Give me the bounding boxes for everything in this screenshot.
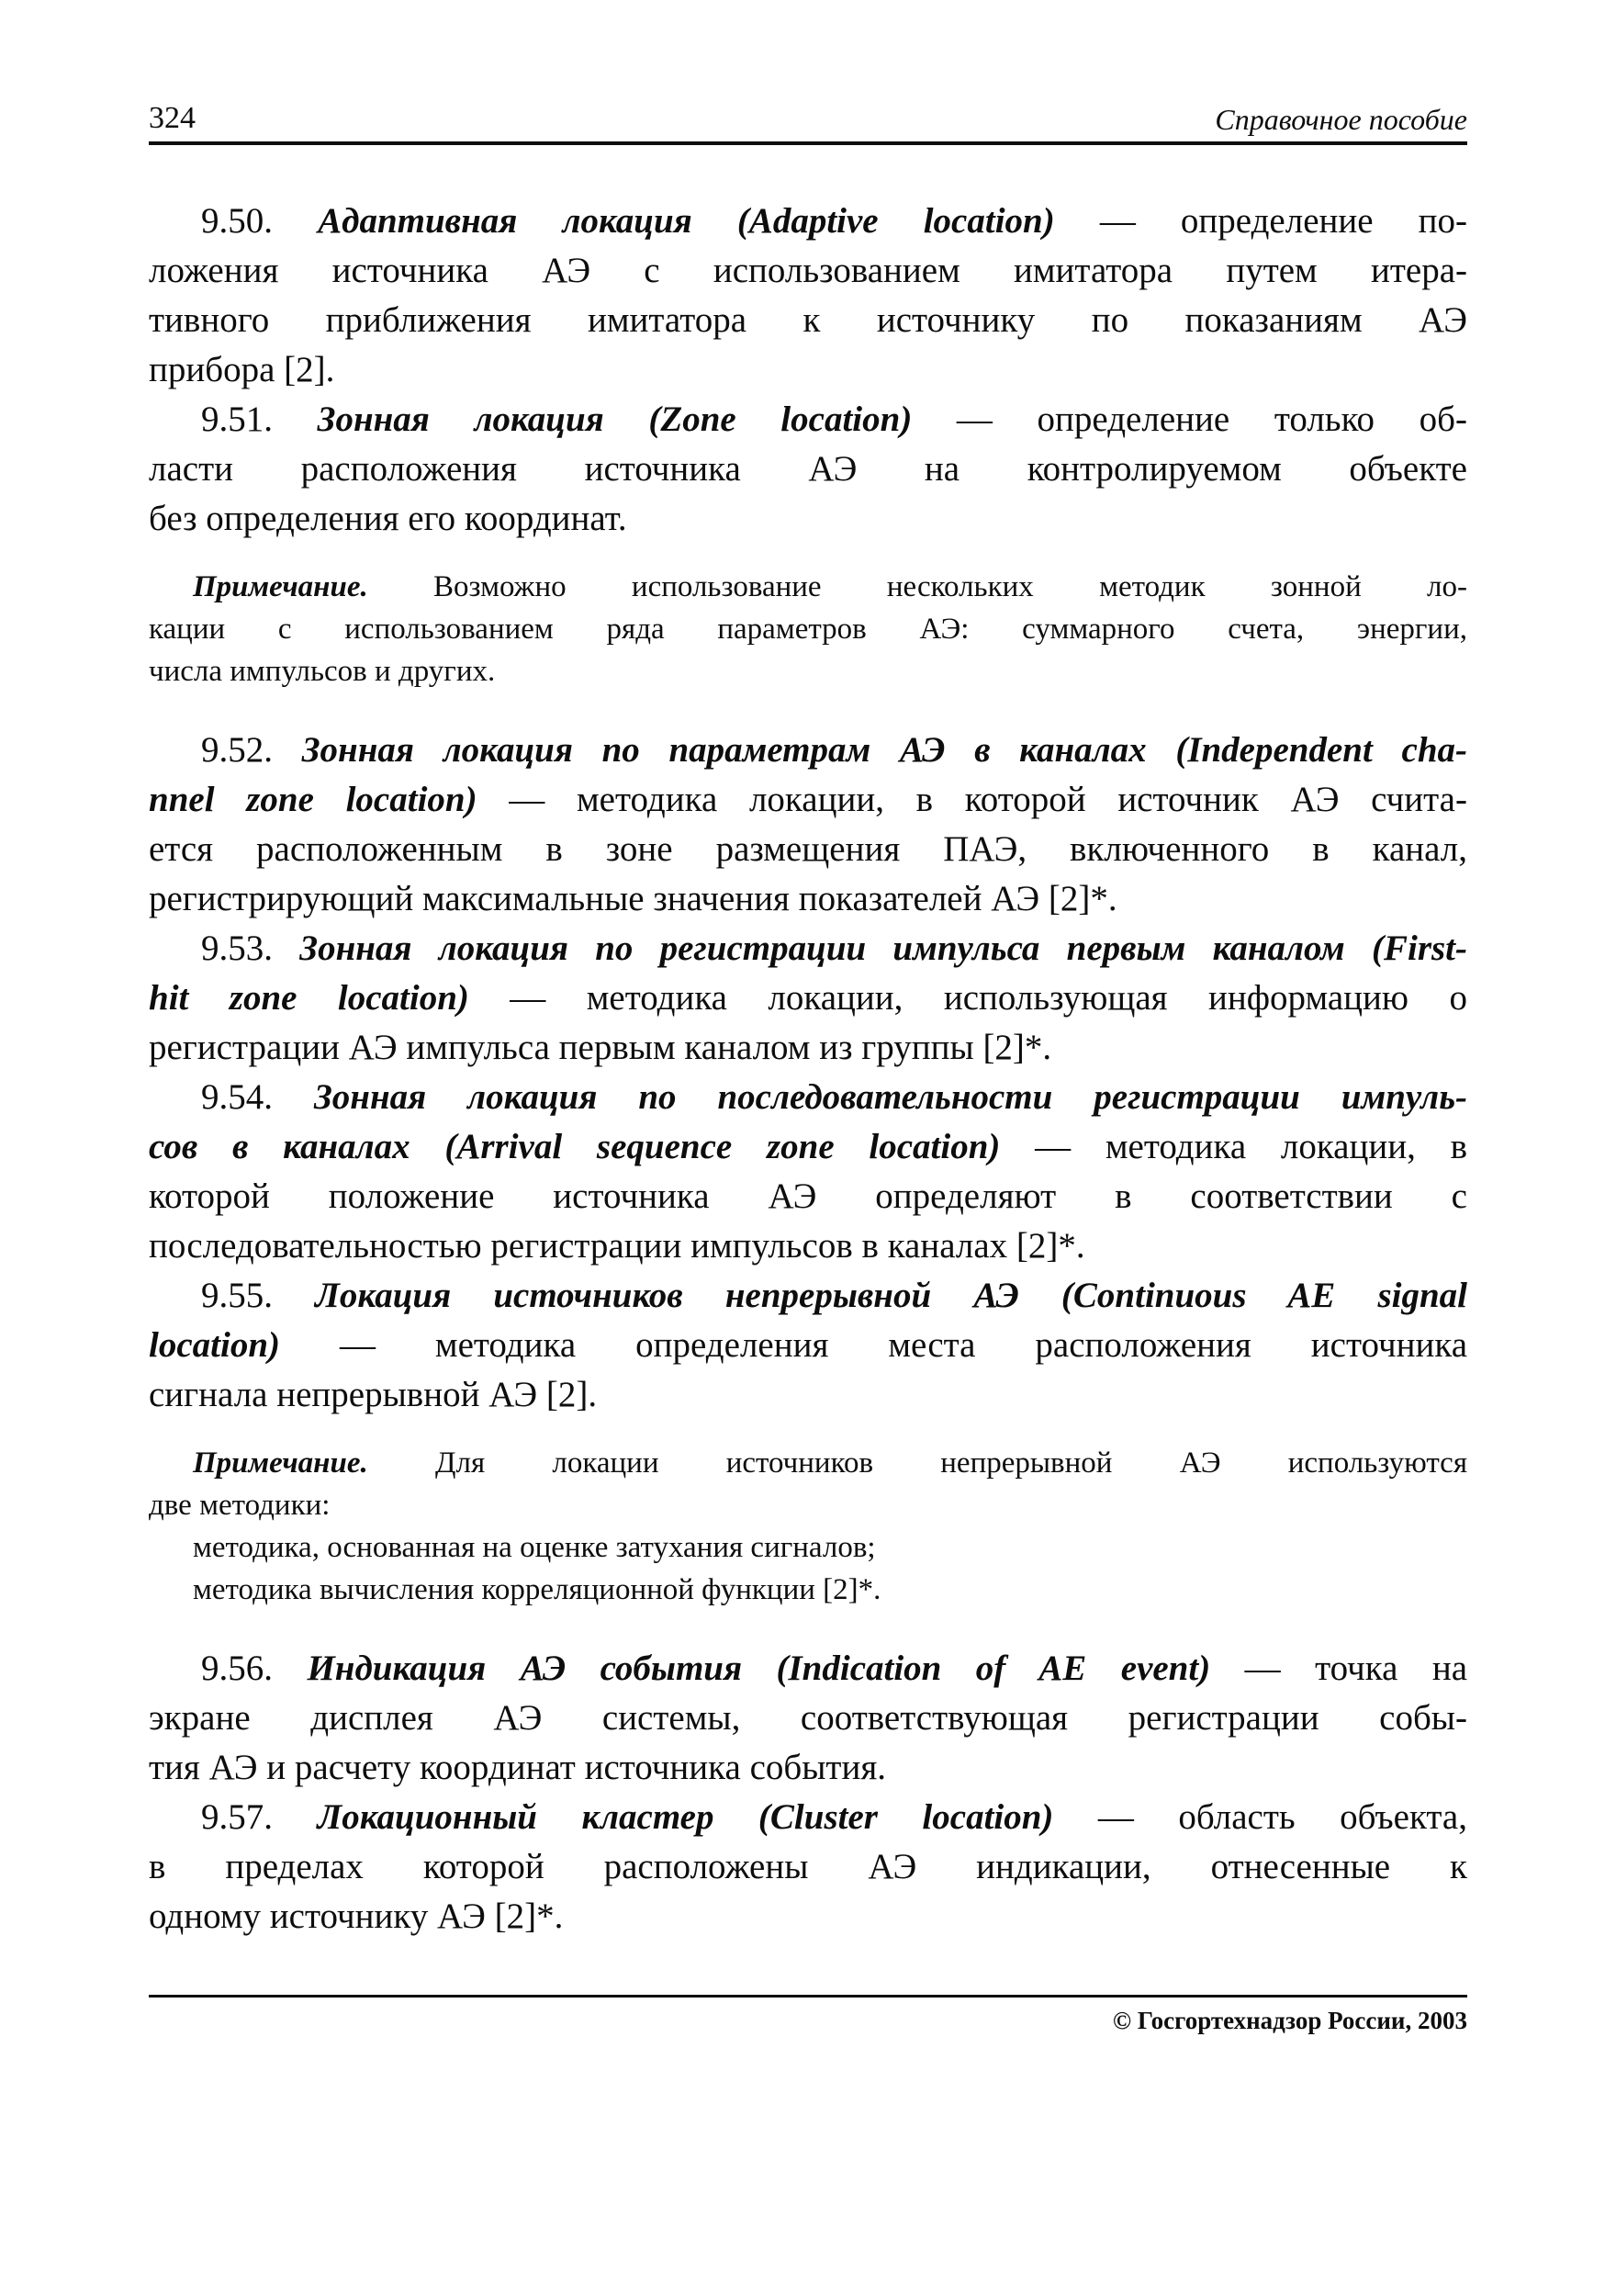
body-text: 9.50. (201, 201, 319, 241)
body-text: экране дисплея АЭ системы, соответствующая регистрации собы- (149, 1698, 1467, 1738)
text-line (149, 445, 1467, 494)
text-line (149, 1793, 1467, 1842)
text-line (149, 1484, 1467, 1526)
text-line (149, 1221, 1467, 1271)
text-line (149, 1370, 1467, 1420)
term: Зонная локация по последовательности регистрации импуль- (313, 1077, 1468, 1117)
text-line (149, 197, 1467, 246)
body-text: — методика локации, в которой источник АЭ счита- (477, 780, 1467, 819)
term: Локация источников непрерывной АЭ (Continuous AE signal (315, 1276, 1467, 1315)
definition-paragraph (149, 1644, 1467, 1793)
body-text: тия АЭ и расчету координат источника события. (149, 1748, 887, 1787)
body-text: 9.52. (201, 730, 302, 770)
body-text: ложения источника АЭ с использованием имитатора путем итера- (149, 251, 1467, 290)
text-line (149, 1122, 1467, 1172)
page-number: 324 (149, 101, 196, 135)
body-text: 9.55. (201, 1276, 316, 1315)
term: nnel zone location) (149, 780, 477, 819)
term: сов в каналах (Arrival sequence zone location) (149, 1127, 1001, 1166)
term: Зонная локация (Zone location) (317, 400, 913, 439)
footer-rule (149, 1995, 1467, 1998)
body-text: регистрации АЭ импульса первым каналом из группы [2]*. (149, 1028, 1052, 1067)
page-footer (149, 2007, 1467, 2035)
text-line (149, 1644, 1467, 1694)
text-line (149, 566, 1467, 608)
text-line (149, 296, 1467, 345)
term: Зонная локация по регистрации импульса первым каналом (First- (299, 929, 1468, 968)
text-line (149, 1271, 1467, 1321)
text-line (149, 494, 1467, 544)
body-text: 9.51. (201, 400, 318, 439)
body-text: 9.56. (201, 1649, 308, 1688)
text-line (149, 1569, 1467, 1611)
text-line (149, 1023, 1467, 1073)
body-text: — методика локации, использующая информацию о (468, 978, 1467, 1018)
definition-paragraph (149, 395, 1467, 544)
text-line (149, 650, 1467, 692)
definition-paragraph (149, 1271, 1467, 1420)
definition-paragraph (149, 1073, 1467, 1271)
definition-paragraph (149, 197, 1467, 395)
note-label: Примечание. (193, 1446, 368, 1480)
term: Локационный кластер (Cluster location) (317, 1797, 1054, 1837)
body-text: — определение только об- (912, 400, 1467, 439)
body-text: Возможно использование нескольких методик зонной ло- (367, 570, 1467, 603)
body-text: без определения его координат. (149, 499, 627, 538)
term: Адаптивная локация (Adaptive location) (318, 201, 1055, 241)
text-line (149, 395, 1467, 445)
text-body (149, 145, 1467, 1941)
body-text: в пределах которой расположены АЭ индикации, отнесенные к (149, 1847, 1467, 1886)
text-line (149, 874, 1467, 924)
text-line (149, 1442, 1467, 1484)
text-line (149, 1892, 1467, 1941)
body-text: — методика локации, в (1000, 1127, 1468, 1166)
text-line (149, 974, 1467, 1023)
text-line (149, 608, 1467, 650)
definition-paragraph (149, 1793, 1467, 1941)
body-text: — точка на (1210, 1649, 1468, 1688)
note-label: Примечание. (193, 570, 368, 603)
body-text: 9.53. (201, 929, 300, 968)
body-text: кации с использованием ряда параметров АЭ: суммарного счета, энергии, (149, 613, 1467, 646)
body-text: ется расположенным в зоне размещения ПАЭ, включенного в канал, (149, 829, 1467, 869)
body-text: — область объекта, (1053, 1797, 1467, 1837)
text-line (149, 1172, 1467, 1221)
body-text: последовательностью регистрации импульсов в каналах [2]*. (149, 1226, 1085, 1266)
body-text: регистрирующий максимальные значения показателей АЭ [2]*. (149, 879, 1117, 918)
text-line (149, 1842, 1467, 1892)
body-text: Для локации источников непрерывной АЭ используются (367, 1446, 1467, 1480)
text-line (149, 1526, 1467, 1569)
term: Индикация АЭ события (Indication of AE event) (307, 1649, 1211, 1688)
note-paragraph (149, 566, 1467, 692)
text-line (149, 1743, 1467, 1793)
body-text: 9.57. (201, 1797, 318, 1837)
running-title: Справочное пособие (1215, 103, 1467, 136)
text-line (149, 1694, 1467, 1743)
term: hit zone location) (149, 978, 469, 1018)
copyright-notice: © Госгортехнадзор России, 2003 (1112, 2007, 1467, 2034)
body-text: методика вычисления корреляционной функции [2]*. (193, 1573, 881, 1606)
body-text: числа импульсов и других. (149, 655, 496, 688)
body-text: ласти расположения источника АЭ на контролируемом объекте (149, 449, 1467, 489)
text-line (149, 726, 1467, 775)
definition-paragraph (149, 924, 1467, 1073)
text-line (149, 775, 1467, 825)
body-text: которой положение источника АЭ определяют в соответствии с (149, 1176, 1467, 1216)
body-text: прибора [2]. (149, 350, 335, 389)
body-text: две методики: (149, 1489, 331, 1522)
body-text: одному источнику АЭ [2]*. (149, 1896, 564, 1936)
definition-paragraph (149, 726, 1467, 924)
text-line (149, 924, 1467, 974)
text-line (149, 1073, 1467, 1122)
text-line (149, 1321, 1467, 1370)
term: location) (149, 1325, 280, 1365)
text-line (149, 246, 1467, 296)
note-paragraph (149, 1442, 1467, 1611)
body-text: — определение по- (1054, 201, 1468, 241)
page-header (149, 103, 1467, 145)
body-text: 9.54. (201, 1077, 314, 1117)
body-text: методика, основанная на оценке затухания сигналов; (193, 1531, 876, 1564)
body-text: сигнала непрерывной АЭ [2]. (149, 1375, 598, 1414)
text-line (149, 825, 1467, 874)
term: Зонная локация по параметрам АЭ в каналах (Independent cha- (301, 730, 1468, 770)
body-text: — методика определения места расположения источника (280, 1325, 1467, 1365)
body-text: тивного приближения имитатора к источнику по показаниям АЭ (149, 300, 1467, 340)
text-line (149, 345, 1467, 395)
